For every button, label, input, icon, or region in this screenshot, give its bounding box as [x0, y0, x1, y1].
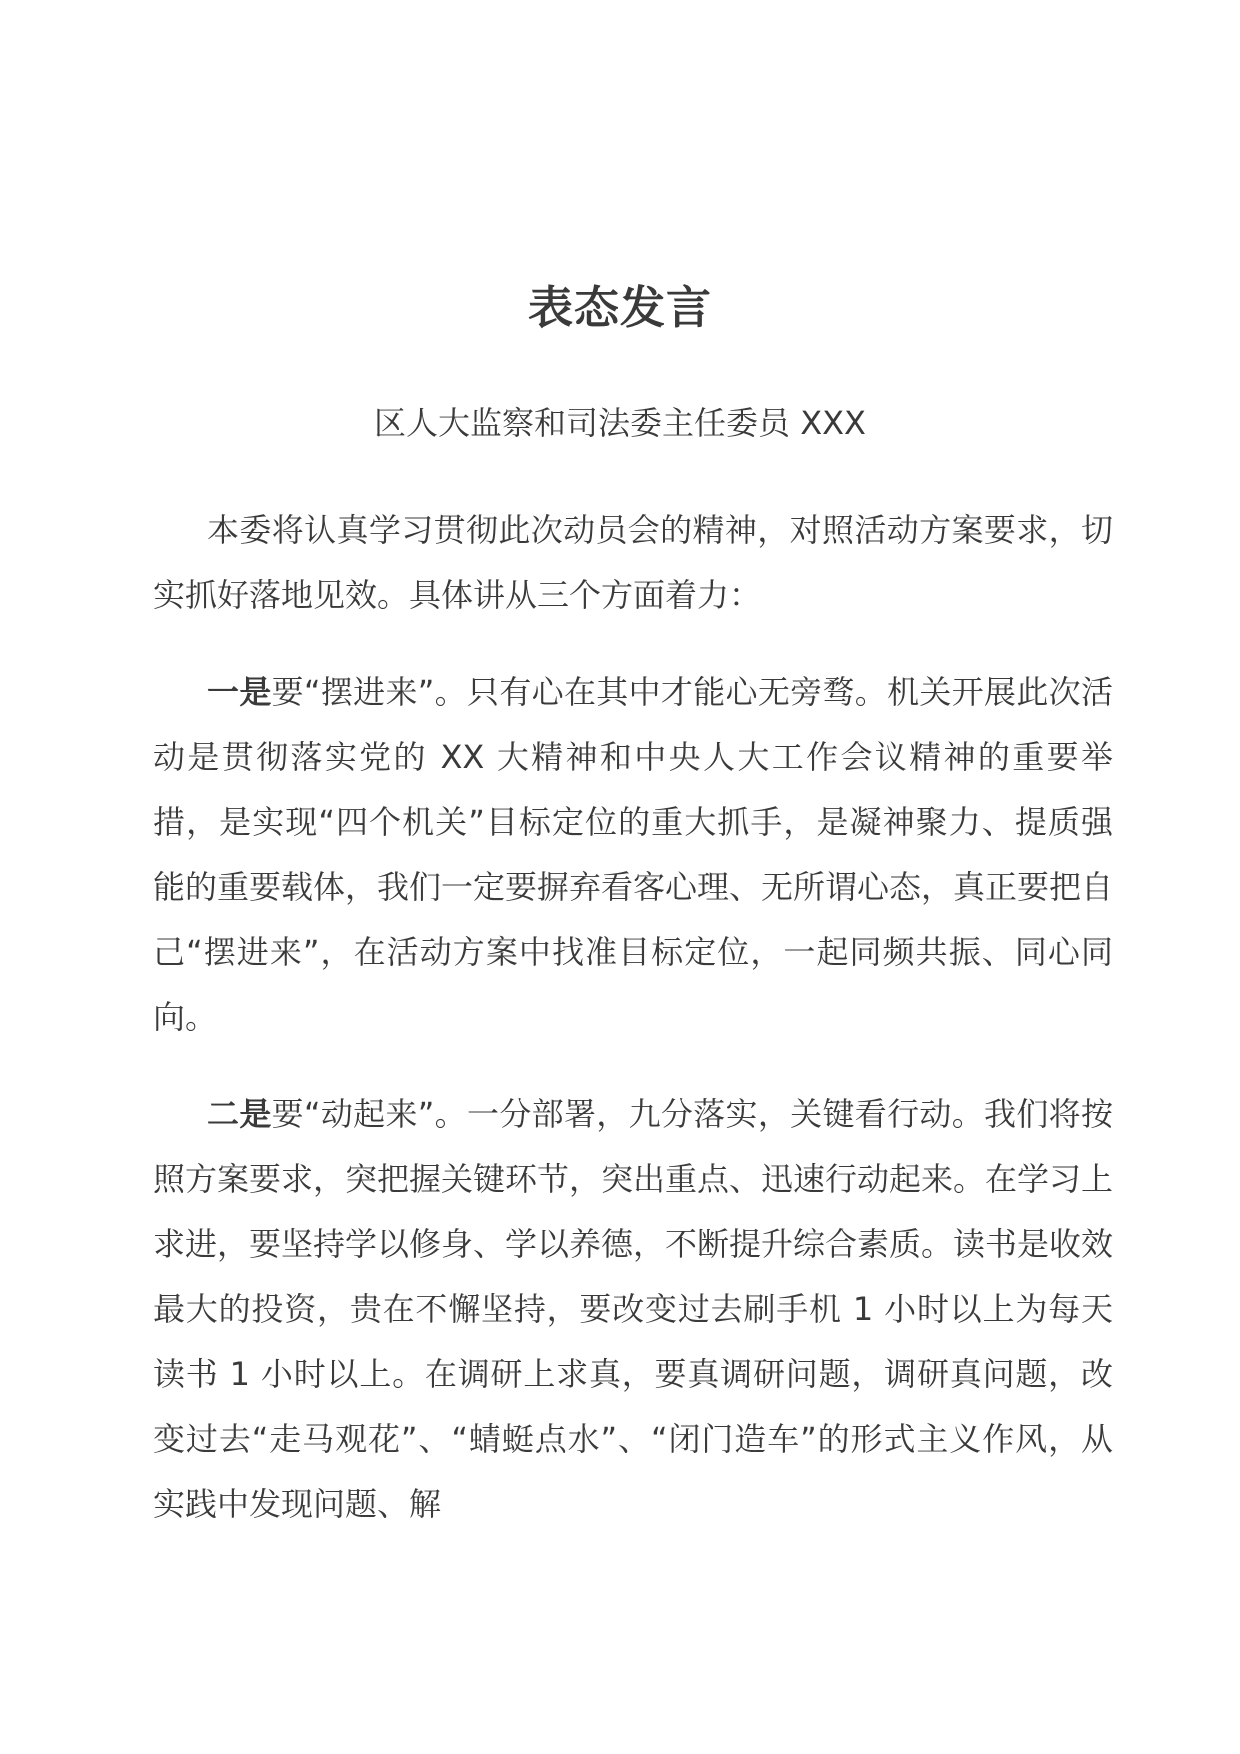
- point-lead-2: 二是: [207, 1095, 272, 1133]
- point-text-1: 要“摆进来”。只有心在其中才能心无旁骛。机关开展此次活动是贯彻落实党的 XX 大精神和中央人大工作会议精神的重要举措，是实现“四个机关”目标定位的重大抓手，是凝神聚力、提质强能的重要载体，我们一定要摒弃看客心理、无所谓心态，真正要把自己“摆进来”，在活动方案中找准目标定位，一起同频共振、同心同向。: [153, 673, 1114, 1036]
- point-text-2: 要“动起来”。一分部署，九分落实，关键看行动。我们将按照方案要求，突把握关键环节，突出重点、迅速行动起来。在学习上求进，要坚持学以修身、学以养德，不断提升综合素质。读书是收效最大的投资，贵在不懈坚持，要改变过去刷手机 1 小时以上为每天读书 1 小时以上。在调研上求真，要真调研问题，调研真问题，改变过去“走马观花”、“蜻蜓点水”、“闭门造车”的形式主义作风，从实践中发现问题、解: [153, 1095, 1114, 1523]
- intro-paragraph: 本委将认真学习贯彻此次动员会的精神，对照活动方案要求，切实抓好落地见效。具体讲从三个方面着力：: [153, 511, 1113, 614]
- point-paragraph-2: [153, 1082, 1113, 1537]
- document-subtitle: 区人大监察和司法委主任委员 XXX: [374, 404, 866, 442]
- point-lead-1: 一是: [207, 673, 272, 711]
- document-body: [153, 498, 1113, 1569]
- document-title: 表态发言: [527, 281, 712, 334]
- point-paragraph-1: [153, 660, 1113, 1050]
